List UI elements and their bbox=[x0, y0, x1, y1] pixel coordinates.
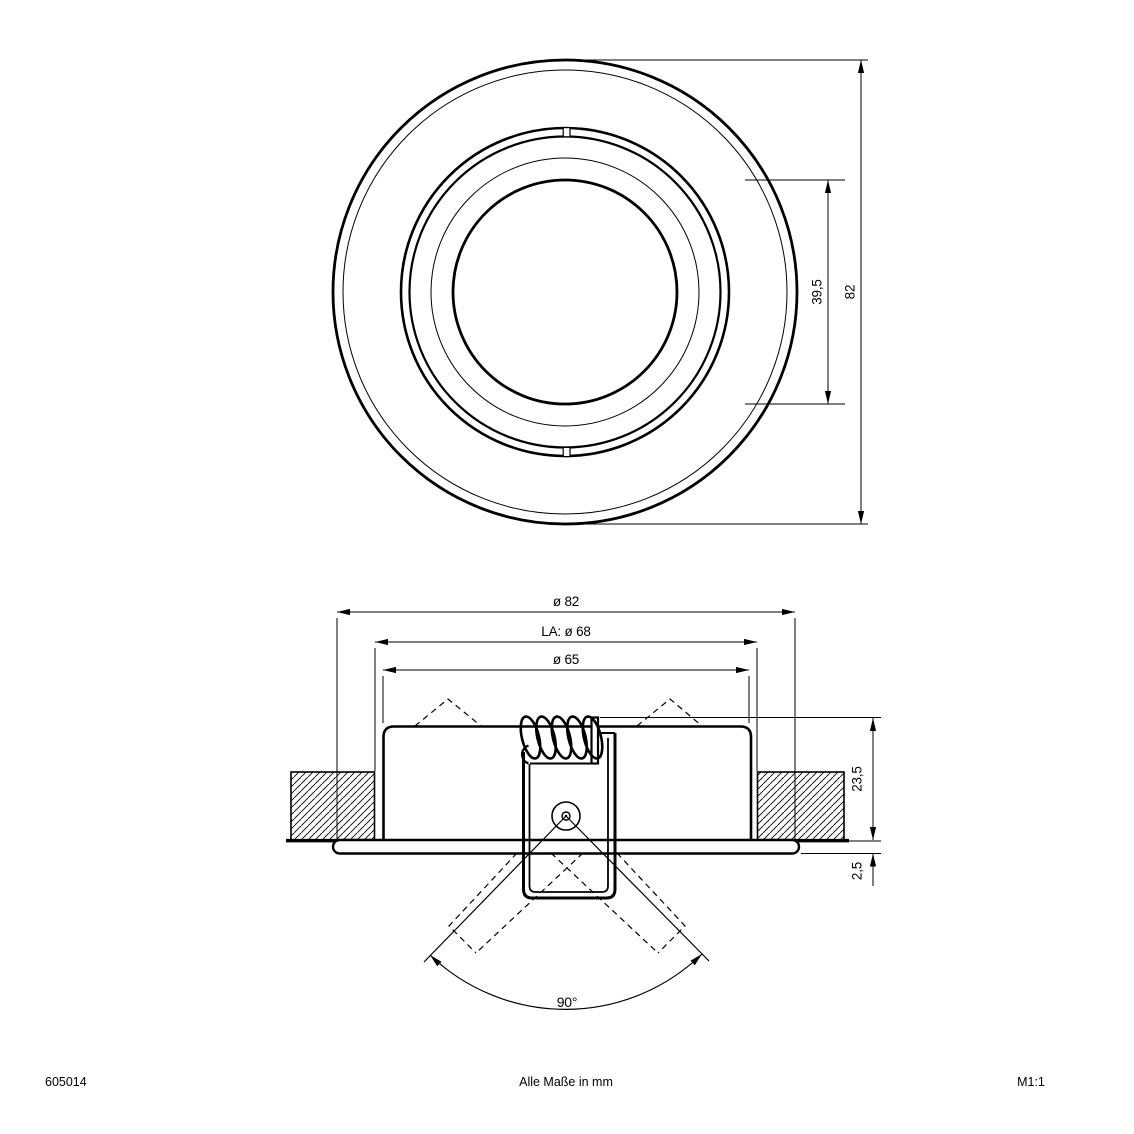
dim-label-housing-diameter: ø 65 bbox=[552, 652, 580, 667]
lens-opening-circle bbox=[453, 180, 677, 404]
mounting-clip-right-dashed bbox=[637, 699, 702, 726]
section-view bbox=[286, 594, 881, 1010]
pivot-tab-top bbox=[563, 128, 570, 137]
gimbal-ring-outer-circle bbox=[401, 128, 729, 456]
article-number: 605014 bbox=[45, 1075, 87, 1089]
top-view bbox=[333, 60, 868, 524]
dim-label-lens-opening: 39,5 bbox=[809, 279, 825, 305]
title-block bbox=[45, 1075, 1045, 1089]
reflector-edge-circle bbox=[431, 158, 699, 426]
pivot-tab-bottom bbox=[563, 447, 570, 456]
dimension-ceiling-cutout bbox=[375, 624, 757, 645]
dim-label-swivel-angle: 90° bbox=[556, 994, 578, 1010]
dimension-flange-height bbox=[801, 854, 881, 887]
dim-label-ceiling-cutout: LA: ø 68 bbox=[541, 624, 591, 639]
gimbal-ring-inner-circle bbox=[410, 137, 721, 448]
housing-body bbox=[384, 727, 752, 842]
trim-flange bbox=[333, 840, 799, 854]
dim-label-flange-diameter: ø 82 bbox=[552, 594, 580, 609]
scale-label: M1:1 bbox=[1017, 1075, 1045, 1089]
dimension-housing-diameter bbox=[383, 652, 749, 673]
dimension-lens-opening bbox=[745, 180, 845, 404]
dim-label-flange-height: 2,5 bbox=[849, 861, 865, 881]
ceiling-cut-left bbox=[291, 772, 375, 840]
mounting-clip-left-dashed bbox=[415, 699, 481, 726]
pivot-screw-center bbox=[565, 815, 568, 818]
tilted-lamp-outline-dashed bbox=[449, 853, 685, 953]
dim-label-recess-depth: 23,5 bbox=[849, 766, 865, 792]
dim-label-outer-diameter: 82 bbox=[842, 284, 858, 300]
dimension-flange-diameter bbox=[337, 594, 795, 615]
ceiling-cut-right bbox=[758, 772, 845, 840]
units-note: Alle Maße in mm bbox=[519, 1075, 613, 1089]
